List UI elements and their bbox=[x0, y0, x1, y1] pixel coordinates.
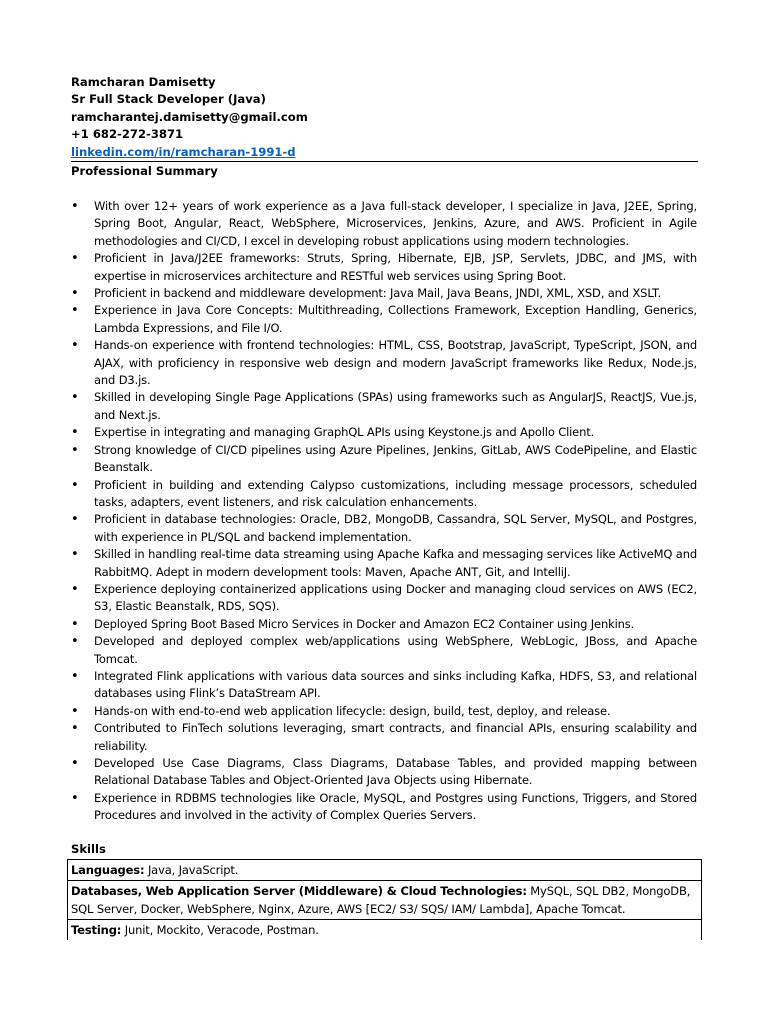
candidate-name: Ramcharan Damisetty bbox=[71, 75, 216, 89]
linkedin-link[interactable]: linkedin.com/in/ramcharan-1991-d bbox=[71, 144, 296, 159]
summary-item bbox=[71, 302, 697, 337]
bullet-icon: • bbox=[71, 390, 79, 406]
summary-item bbox=[71, 616, 697, 633]
bullet-icon: • bbox=[71, 199, 79, 214]
bullet-icon: • bbox=[71, 634, 79, 650]
summary-item-text: Experience in RDBMS technologies like Oracle, MySQL, and Postgres using Functions, Triggers, and Stored Procedures and involved in the activity of Complex Queries Servers. bbox=[94, 790, 697, 823]
summary-item bbox=[71, 511, 697, 546]
skill-values: MySQL, SQL DB2, MongoDB, SQL Server, Docker, WebSphere, Nginx, Azure, AWS [EC2/ S3/ SQS/ IAM/ Lambda], Apache Tomcat. bbox=[71, 884, 691, 916]
summary-item bbox=[71, 337, 697, 389]
summary-item bbox=[71, 581, 697, 616]
skill-category: Languages: bbox=[71, 863, 145, 877]
bullet-icon: • bbox=[71, 668, 79, 684]
summary-item bbox=[71, 198, 697, 250]
bullet-icon: • bbox=[71, 251, 79, 267]
bullet-icon: • bbox=[71, 303, 79, 319]
contact-header bbox=[71, 74, 308, 161]
candidate-email: ramcharantej.damisetty@gmail.com bbox=[71, 109, 308, 124]
summary-item-text: Proficient in database technologies: Oracle, DB2, MongoDB, Cassandra, SQL Server, MySQL, and Postgres, with experience in PL/SQL and backend implementation. bbox=[94, 512, 697, 544]
skills-heading: Skills bbox=[71, 842, 106, 856]
bullet-icon: • bbox=[71, 703, 79, 719]
bullet-icon: • bbox=[71, 790, 79, 806]
skills-table bbox=[67, 859, 702, 940]
skill-values: Junit, Mockito, Veracode, Postman. bbox=[121, 923, 319, 937]
summary-item bbox=[71, 790, 697, 825]
summary-item-text: Developed and deployed complex web/applications using WebSphere, WebLogic, JBoss, and Apache Tomcat. bbox=[94, 634, 697, 666]
summary-item bbox=[71, 755, 697, 790]
summary-item-text: Expertise in integrating and managing GraphQL APIs using Keystone.js and Apollo Client. bbox=[94, 425, 595, 440]
summary-item-text: Experience deploying containerized applications using Docker and managing cloud services on AWS (EC2, S3, Elastic Beanstalk, RDS, SQS). bbox=[94, 581, 697, 614]
summary-item bbox=[71, 703, 697, 720]
summary-item-text: Skilled in handling real-time data streaming using Apache Kafka and messaging services like ActiveMQ and RabbitMQ. Adept in modern development tools: Maven, Apache ANT, Git, and IntelliJ. bbox=[94, 547, 697, 579]
summary-item-text: Integrated Flink applications with various data sources and sinks including Kafka, HDFS, S3, and relational databases using Flink’s DataStream API. bbox=[94, 668, 697, 701]
summary-item bbox=[71, 250, 697, 285]
summary-item-text: Proficient in building and extending Calypso customizations, including message processors, scheduled tasks, adapters, event listeners, and risk calculation enhancements. bbox=[94, 477, 697, 509]
summary-item-text: Hands-on experience with frontend technologies: HTML, CSS, Bootstrap, JavaScript, TypeScript, JSON, and AJAX, with proficiency in responsive web design and modern JavaScript frameworks like Redux, Node.js, and D3.js. bbox=[94, 338, 697, 388]
summary-item-text: Developed Use Case Diagrams, Class Diagrams, Database Tables, and provided mapping between Relational Database Tables and Object-Oriented Java Objects using Hibernate. bbox=[94, 756, 697, 788]
summary-item-text: Deployed Spring Boot Based Micro Services in Docker and Amazon EC2 Container using Jenkins. bbox=[94, 616, 635, 631]
skills-cell bbox=[68, 920, 702, 941]
summary-item bbox=[71, 633, 697, 668]
summary-item-text: Contributed to FinTech solutions leveraging, smart contracts, and financial APIs, ensuring scalability and reliability. bbox=[94, 721, 697, 753]
candidate-phone: +1 682-272-3871 bbox=[71, 127, 184, 142]
bullet-icon: • bbox=[71, 477, 79, 493]
bullet-icon: • bbox=[71, 338, 79, 354]
skills-cell bbox=[68, 860, 702, 881]
summary-item-text: With over 12+ years of work experience as a Java full-stack developer, I specialize in Java, J2EE, Spring, Spring Boot, Angular, React, WebSphere, Microservices, Jenkins, Azure, and AWS. Proficient in Agile methodologies and CI/CD, I excel in developing robust applications using modern technologies. bbox=[94, 199, 697, 248]
skill-category: Testing: bbox=[71, 923, 122, 937]
header-divider bbox=[71, 161, 698, 162]
summary-item-text: Hands-on with end-to-end web application lifecycle: design, build, test, deploy, and release. bbox=[94, 703, 611, 718]
skills-row bbox=[68, 920, 702, 941]
summary-item bbox=[71, 546, 697, 581]
summary-item bbox=[71, 477, 697, 512]
summary-item bbox=[71, 285, 697, 302]
skills-row bbox=[68, 881, 702, 920]
summary-item bbox=[71, 720, 697, 755]
summary-item bbox=[71, 668, 697, 703]
bullet-icon: • bbox=[71, 721, 79, 737]
bullet-icon: • bbox=[71, 442, 79, 458]
skill-values: Java, JavaScript. bbox=[144, 863, 239, 877]
summary-item-text: Skilled in developing Single Page Applications (SPAs) using frameworks such as AngularJS, ReactJS, Vue.js, and Next.js. bbox=[94, 390, 697, 422]
summary-item bbox=[71, 424, 697, 441]
skills-row bbox=[68, 860, 702, 881]
candidate-title: Sr Full Stack Developer (Java) bbox=[71, 92, 266, 107]
bullet-icon: • bbox=[71, 512, 79, 528]
summary-item-text: Experience in Java Core Concepts: Multithreading, Collections Framework, Exception Handling, Generics, Lambda Expressions, and File I/O. bbox=[94, 303, 697, 335]
summary-item bbox=[71, 442, 697, 477]
summary-heading: Professional Summary bbox=[71, 164, 218, 178]
summary-item-text: Proficient in Java/J2EE frameworks: Struts, Spring, Hibernate, EJB, JSP, Servlets, JDBC, and JMS, with expertise in microservices architecture and RESTful web services using Spring Boot. bbox=[94, 251, 697, 283]
summary-list bbox=[71, 198, 697, 825]
bullet-icon: • bbox=[71, 756, 79, 771]
bullet-icon: • bbox=[71, 581, 79, 597]
bullet-icon: • bbox=[71, 616, 79, 632]
skills-cell bbox=[68, 881, 702, 920]
summary-item bbox=[71, 389, 697, 424]
summary-item-text: Proficient in backend and middleware development: Java Mail, Java Beans, JNDI, XML, XSD, and XSLT. bbox=[94, 286, 662, 301]
bullet-icon: • bbox=[71, 547, 79, 563]
bullet-icon: • bbox=[71, 425, 79, 441]
skill-category: Databases, Web Application Server (Middleware) & Cloud Technologies: bbox=[71, 884, 527, 898]
bullet-icon: • bbox=[71, 286, 79, 302]
summary-item-text: Strong knowledge of CI/CD pipelines using Azure Pipelines, Jenkins, GitLab, AWS CodePipeline, and Elastic Beanstalk. bbox=[94, 442, 697, 475]
